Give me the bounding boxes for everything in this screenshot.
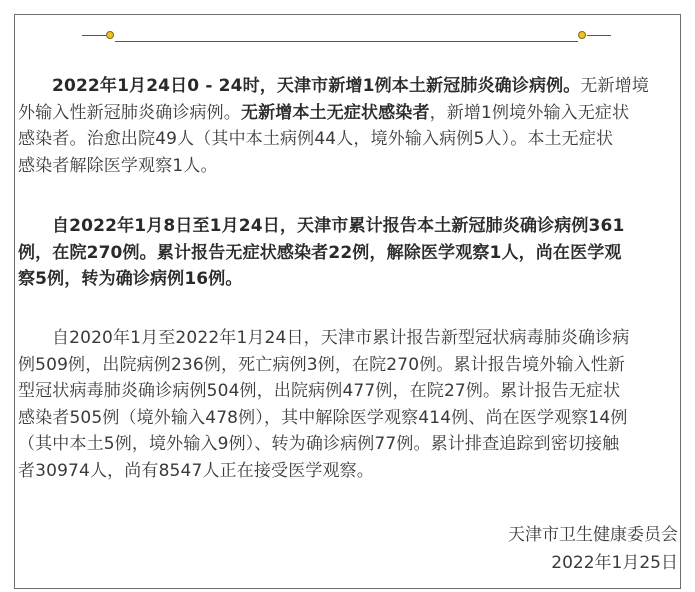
paragraph-line: 感染者。治愈出院49人（其中本土病例44人，境外输入病例5人）。本土无症状 <box>18 129 614 149</box>
header-ornament <box>82 29 612 49</box>
paragraph-cumulative-total <box>18 325 680 484</box>
ornament-line-left <box>82 35 106 36</box>
paragraph-line: 例，在院270例。累计报告无症状感染者22例，解除医学观察1人，尚在医学观 <box>18 242 622 263</box>
text-run: 无新增境 <box>580 76 650 96</box>
paragraph-line: 例509例，出院病例236例，死亡病例3例，在院270例。累计报告境外输入性新 <box>18 354 626 375</box>
text-run: ，新增1例境外输入无症状 <box>429 102 630 123</box>
paragraph-line <box>18 73 680 100</box>
paragraph-line: 型冠状病毒肺炎确诊病例504例，出院病例477例，在院27例。累计报告无症状 <box>18 381 621 401</box>
paragraph-daily-report <box>18 73 680 179</box>
paragraph-line: 自2022年1月8日至1月24日，天津市累计报告本土新冠肺炎确诊病例361 <box>52 216 625 236</box>
ornament-dot-right <box>578 31 586 39</box>
signature-date: 2022年1月25日 <box>551 553 678 573</box>
ornament-line-center <box>115 41 578 42</box>
bold-emphasis: 无新增本土无症状感染者 <box>240 102 430 123</box>
paragraph-line: （其中本土5例，境外输入9例）、转为确诊病例77例。累计排查追踪到密切接触 <box>18 434 620 454</box>
paragraph-line: 察5例，转为确诊病例16例。 <box>18 269 243 289</box>
text-run: 外输入性新冠肺炎确诊病例。 <box>18 102 241 123</box>
paragraph-line: 者30974人，尚有8547人正在接受医学观察。 <box>18 460 374 481</box>
paragraph-line: 感染者505例（境外输入478例），其中解除医学观察414例、尚在医学观察14例 <box>18 407 628 428</box>
paragraph-line: 自2020年1月至2022年1月24日，天津市累计报告新型冠状病毒肺炎确诊病 <box>52 328 630 348</box>
ornament-line-right <box>587 35 611 36</box>
paragraph-line <box>18 100 680 127</box>
paragraph-cumulative-local <box>18 213 680 293</box>
bold-headline: 2022年1月24日0 - 24时，天津市新增1例本土新冠肺炎确诊病例。 <box>52 76 581 96</box>
signature-org: 天津市卫生健康委员会 <box>508 525 678 545</box>
ornament-dot-left <box>106 31 114 39</box>
paragraph-line: 感染者解除医学观察1人。 <box>18 155 218 176</box>
